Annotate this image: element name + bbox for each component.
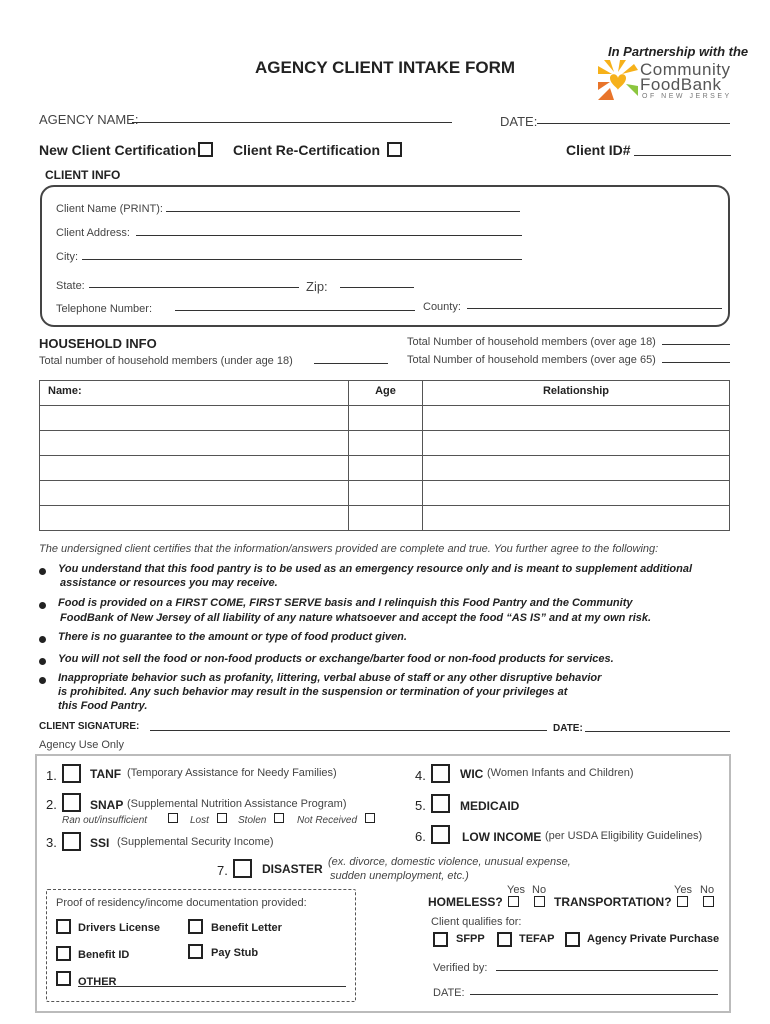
- snap-desc: (Supplemental Nutrition Assistance Program): [127, 798, 347, 810]
- ran-out-checkbox[interactable]: [168, 813, 178, 823]
- ssi-label: SSI: [90, 836, 110, 850]
- under18-field[interactable]: [314, 363, 388, 364]
- transport-no-header: No: [700, 884, 715, 896]
- table-row[interactable]: [40, 456, 730, 481]
- stolen-label: Stolen: [238, 815, 267, 826]
- col-name-header: Name:: [40, 381, 349, 406]
- over65-label: Total Number of household members (over age 65): [407, 354, 656, 366]
- city-field[interactable]: [82, 259, 522, 260]
- term-4: You will not sell the food or non-food products or exchange/barter food or non-food products for services.: [58, 653, 614, 665]
- table-row[interactable]: [40, 406, 730, 431]
- low-income-label: LOW INCOME: [462, 830, 542, 844]
- ssi-desc: (Supplemental Security Income): [117, 836, 274, 848]
- pay-stub-label: Pay Stub: [211, 947, 259, 959]
- recert-checkbox[interactable]: [387, 142, 402, 157]
- bullet-icon: [39, 568, 46, 575]
- county-field[interactable]: [467, 308, 722, 309]
- date-field[interactable]: [537, 123, 730, 124]
- table-row[interactable]: [40, 481, 730, 506]
- other-field[interactable]: [78, 986, 346, 987]
- disaster-desc-1: (ex. divorce, domestic violence, unusual expense,: [328, 856, 571, 868]
- term-1a: You understand that this food pantry is to be used as an emergency resource only and is meant to supplement additional: [58, 563, 693, 575]
- verified-field[interactable]: [496, 970, 718, 971]
- wic-label: WIC: [460, 767, 484, 781]
- medicaid-checkbox[interactable]: [431, 794, 450, 813]
- agency-use-label: Agency Use Only: [39, 739, 124, 751]
- over18-label: Total Number of household members (over age 18): [407, 336, 656, 348]
- sig-date-label: DATE:: [553, 723, 583, 734]
- pay-stub-checkbox[interactable]: [188, 944, 203, 959]
- sun-heart-icon: [598, 60, 638, 100]
- recert-label: Client Re-Certification: [233, 142, 381, 158]
- term-1b: assistance or resources you may receive.: [60, 577, 278, 589]
- signature-field[interactable]: [150, 730, 547, 731]
- logo-foodbank: FoodBank: [640, 75, 722, 94]
- tefap-checkbox[interactable]: [497, 932, 512, 947]
- program-2-number: 2.: [46, 797, 57, 812]
- bullet-icon: [39, 677, 46, 684]
- low-income-desc: (per USDA Eligibility Guidelines): [545, 830, 703, 842]
- proof-heading: Proof of residency/income documentation provided:: [56, 897, 307, 909]
- tanf-desc: (Temporary Assistance for Needy Families): [127, 767, 337, 779]
- program-5-number: 5.: [415, 798, 426, 813]
- col-rel-header: Relationship: [423, 381, 730, 406]
- household-table: [39, 380, 730, 531]
- sfpp-label: SFPP: [456, 933, 485, 945]
- homeless-no-header: No: [532, 884, 547, 896]
- table-row[interactable]: [40, 506, 730, 531]
- table-header-row: [40, 381, 730, 406]
- benefit-letter-label: Benefit Letter: [211, 922, 282, 934]
- term-2a: Food is provided on a FIRST COME, FIRST SERVE basis and I relinquish this Food Pantry and the Community: [58, 597, 633, 609]
- verified-label: Verified by:: [433, 962, 488, 974]
- term-5a: Inappropriate behavior such as profanity, littering, verbal abuse of staff or any other disruptive behavior: [58, 672, 602, 684]
- ran-out-label: Ran out/insufficient: [62, 815, 148, 826]
- county-label: County:: [423, 301, 461, 313]
- snap-checkbox[interactable]: [62, 793, 81, 812]
- disaster-label: DISASTER: [262, 862, 323, 876]
- wic-desc: (Women Infants and Children): [487, 767, 634, 779]
- client-info-heading: CLIENT INFO: [45, 168, 121, 182]
- term-2b: FoodBank of New Jersey of all liability of any nature whatsoever and accept the food “AS IS” and at my own risk.: [60, 612, 652, 624]
- transportation-label: TRANSPORTATION?: [554, 895, 672, 909]
- snap-label: SNAP: [90, 798, 124, 812]
- program-1-number: 1.: [46, 768, 57, 783]
- program-7-number: 7.: [217, 863, 228, 878]
- logo-nj: OF NEW JERSEY: [642, 93, 732, 100]
- drivers-license-checkbox[interactable]: [56, 919, 71, 934]
- homeless-no-checkbox[interactable]: [534, 896, 545, 907]
- wic-checkbox[interactable]: [431, 764, 450, 783]
- new-cert-checkbox[interactable]: [198, 142, 213, 157]
- benefit-id-label: Benefit ID: [78, 949, 130, 961]
- phone-field[interactable]: [175, 310, 415, 311]
- agency-name-field[interactable]: [132, 122, 452, 123]
- program-6-number: 6.: [415, 829, 426, 844]
- under18-label: Total number of household members (under age 18): [39, 355, 293, 367]
- terms-intro: The undersigned client certifies that the information/answers provided are complete and true. You further agree to the following:: [39, 543, 659, 555]
- low-income-checkbox[interactable]: [431, 825, 450, 844]
- transport-no-checkbox[interactable]: [703, 896, 714, 907]
- state-field[interactable]: [89, 287, 299, 288]
- state-label: State:: [56, 280, 85, 292]
- client-address-field[interactable]: [136, 235, 522, 236]
- zip-label: Zip:: [306, 279, 328, 294]
- over65-field[interactable]: [662, 362, 730, 363]
- signature-label: CLIENT SIGNATURE:: [39, 721, 140, 732]
- sfpp-checkbox[interactable]: [433, 932, 448, 947]
- transport-yes-checkbox[interactable]: [677, 896, 688, 907]
- client-name-label: Client Name (PRINT):: [56, 203, 163, 215]
- new-cert-label: New Client Certification: [39, 142, 197, 158]
- drivers-license-label: Drivers License: [78, 922, 160, 934]
- disaster-checkbox[interactable]: [233, 859, 252, 878]
- client-name-field[interactable]: [166, 211, 520, 212]
- other-label: OTHER: [78, 976, 117, 988]
- foodbank-logo: [598, 60, 738, 102]
- not-received-label: Not Received: [297, 815, 358, 826]
- medicaid-label: MEDICAID: [460, 799, 520, 813]
- over18-field[interactable]: [662, 344, 730, 345]
- term-3: There is no guarantee to the amount or type of food product given.: [58, 631, 407, 643]
- agency-purchase-checkbox[interactable]: [565, 932, 580, 947]
- disaster-desc-2: sudden unemployment, etc.): [330, 870, 469, 882]
- benefit-letter-checkbox[interactable]: [188, 919, 203, 934]
- stolen-checkbox[interactable]: [274, 813, 284, 823]
- program-3-number: 3.: [46, 835, 57, 850]
- date-label: DATE:: [500, 114, 538, 129]
- household-heading: HOUSEHOLD INFO: [39, 336, 157, 351]
- homeless-yes-checkbox[interactable]: [508, 896, 519, 907]
- zip-field[interactable]: [340, 287, 414, 288]
- col-age-header: Age: [349, 381, 423, 406]
- tanf-label: TANF: [90, 767, 122, 781]
- table-row[interactable]: [40, 431, 730, 456]
- transport-yes-header: Yes: [674, 884, 692, 896]
- agency-purchase-label: Agency Private Purchase: [587, 933, 720, 945]
- verified-date-field[interactable]: [470, 994, 718, 995]
- homeless-label: HOMELESS?: [428, 895, 503, 909]
- agency-name-label: AGENCY NAME:: [39, 112, 139, 127]
- sig-date-field[interactable]: [585, 731, 730, 732]
- qualifies-label: Client qualifies for:: [431, 916, 522, 928]
- partnership-text: In Partnership with the: [608, 44, 749, 59]
- lost-checkbox[interactable]: [217, 813, 227, 823]
- bullet-icon: [39, 602, 46, 609]
- bullet-icon: [39, 658, 46, 665]
- phone-label: Telephone Number:: [56, 303, 153, 315]
- term-5b: is prohibited. Any such behavior may result in the suspension or termination of your privileges at: [58, 686, 568, 698]
- tanf-checkbox[interactable]: [62, 764, 81, 783]
- ssi-checkbox[interactable]: [62, 832, 81, 851]
- term-5c: this Food Pantry.: [58, 700, 148, 712]
- verified-date-label: DATE:: [433, 987, 465, 999]
- other-checkbox[interactable]: [56, 971, 71, 986]
- homeless-yes-header: Yes: [507, 884, 525, 896]
- lost-label: Lost: [190, 815, 209, 826]
- client-id-field[interactable]: [634, 155, 731, 156]
- city-label: City:: [56, 251, 78, 263]
- not-received-checkbox[interactable]: [365, 813, 375, 823]
- client-address-label: Client Address:: [56, 227, 130, 239]
- logo-community: Community: [640, 60, 731, 79]
- benefit-id-checkbox[interactable]: [56, 946, 71, 961]
- program-4-number: 4.: [415, 768, 426, 783]
- client-id-label: Client ID#: [566, 142, 631, 158]
- tefap-label: TEFAP: [519, 933, 555, 945]
- form-title: AGENCY CLIENT INTAKE FORM: [255, 58, 516, 77]
- bullet-icon: [39, 636, 46, 643]
